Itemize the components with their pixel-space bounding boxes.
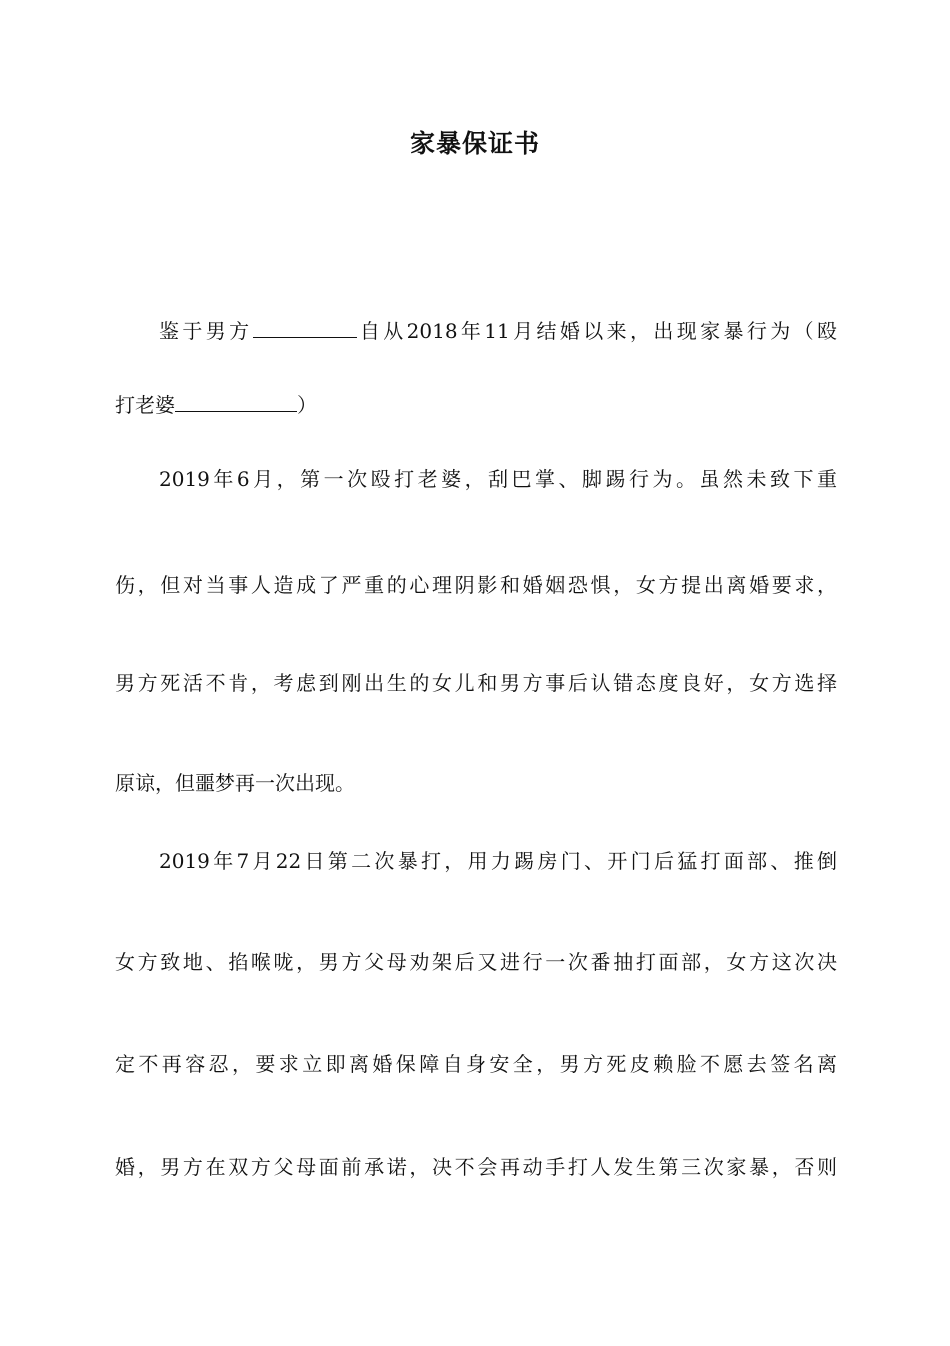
paragraph-3-line-1: 2019年7月22日第二次暴打，用力踢房门、开门后猛打面部、推倒 [159,849,837,873]
paragraph-2-line-3: 男方死活不肯，考虑到刚出生的女儿和男方事后认错态度良好，女方选择 [115,671,837,695]
text-segment: 自从2018年11月结婚以来，出现家暴行为（殴 [356,319,838,343]
document-title: 家暴保证书 [409,129,540,158]
text-segment: 鉴于男方 [159,319,253,343]
paragraph-2-line-4: 原谅，但噩梦再一次出现。 [115,771,355,795]
text-segment: 打老婆 [115,393,175,417]
name-blank-field [253,317,357,338]
paragraph-2-line-2: 伤，但对当事人造成了严重的心理阴影和婚姻恐惧，女方提出离婚要求， [115,573,837,597]
paragraph-1-line-1 [115,316,837,346]
paragraph-2-line-1: 2019年6月，第一次殴打老婆，刮巴掌、脚踢行为。虽然未致下重 [159,467,837,491]
paragraph-3-line-3: 定不再容忍，要求立即离婚保障自身安全，男方死皮赖脸不愿去签名离 [115,1052,837,1076]
details-blank-field [175,391,297,412]
text-segment: ） [297,393,317,417]
paragraph-1-line-2 [115,390,837,420]
paragraph-3-line-2: 女方致地、掐喉咙，男方父母劝架后又进行一次番抽打面部，女方这次决 [115,950,837,974]
paragraph-3-line-4: 婚，男方在双方父母面前承诺，决不会再动手打人发生第三次家暴，否则 [115,1155,837,1179]
